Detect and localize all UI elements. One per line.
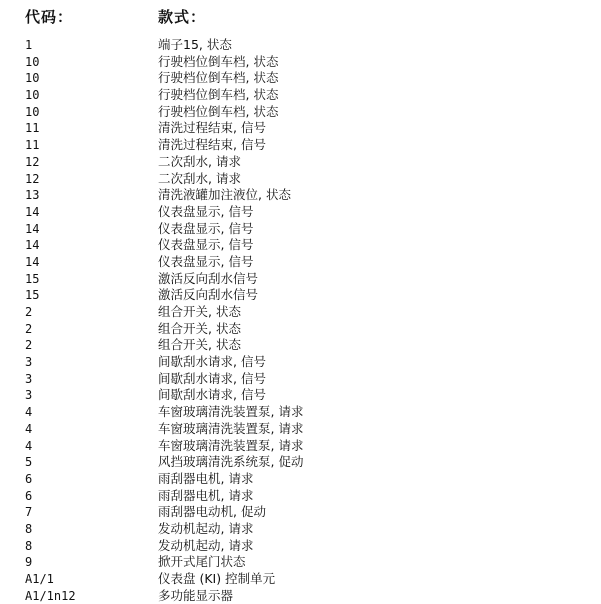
item-code: 4 [25, 438, 33, 453]
code-column-header: 代码： [25, 8, 74, 26]
item-code: 14 [25, 254, 40, 269]
item-code: 3 [25, 355, 33, 370]
item-code: 6 [25, 471, 33, 486]
item-code: 3 [25, 388, 33, 403]
item-code: 12 [25, 154, 40, 169]
list-item [25, 554, 595, 571]
item-description: 仪表盘显示, 信号 [158, 203, 254, 219]
item-code: 1 [25, 38, 33, 52]
item-description: 端子15, 状态 [158, 37, 232, 52]
item-description: 车窗玻璃清洗装置泵, 请求 [158, 420, 304, 436]
item-description: 激活反向刮水信号 [158, 287, 259, 303]
code-list [25, 37, 595, 604]
item-description: 组合开关, 状态 [158, 320, 241, 336]
item-description: 雨刮器电动机, 促动 [158, 504, 266, 520]
list-item [25, 588, 595, 604]
list-item [25, 254, 595, 271]
list-item [25, 304, 595, 321]
item-description: 雨刮器电机, 请求 [158, 470, 254, 486]
list-item [25, 204, 595, 221]
list-item [25, 287, 595, 304]
item-code: 14 [25, 221, 40, 236]
list-item [25, 120, 595, 137]
item-description: 激活反向刮水信号 [158, 270, 259, 286]
item-description: 发动机起动, 请求 [158, 520, 254, 536]
list-item [25, 471, 595, 488]
list-item [25, 54, 595, 71]
item-code: 8 [25, 521, 33, 536]
item-description: 发动机起动, 请求 [158, 537, 254, 553]
item-description: 行驶档位倒车档, 状态 [158, 87, 279, 103]
item-code: 10 [25, 71, 40, 86]
list-item [25, 404, 595, 421]
item-description: 行驶档位倒车档, 状态 [158, 103, 279, 119]
item-description: 行驶档位倒车档, 状态 [158, 53, 279, 69]
item-description: 二次刮水, 请求 [158, 170, 241, 186]
list-item [25, 37, 595, 54]
item-code: 15 [25, 288, 40, 303]
item-description: 掀开式尾门状态 [158, 554, 246, 570]
list-item [25, 438, 595, 455]
item-code: 11 [25, 138, 40, 153]
item-description: 雨刮器电机, 请求 [158, 487, 254, 503]
list-item [25, 104, 595, 121]
item-code: 14 [25, 204, 40, 219]
item-code: 7 [25, 505, 33, 520]
list-item [25, 237, 595, 254]
item-code: 3 [25, 371, 33, 386]
list-item [25, 538, 595, 555]
item-code: 2 [25, 305, 33, 319]
list-item [25, 187, 595, 204]
list-item [25, 87, 595, 104]
item-description: 仪表盘显示, 信号 [158, 253, 254, 269]
item-description: 仪表盘显示, 信号 [158, 220, 254, 236]
item-description: 风挡玻璃清洗系统泵, 促动 [158, 454, 304, 470]
description-column-header: 款式： [158, 8, 207, 26]
item-description: 组合开关, 状态 [158, 337, 241, 353]
item-description: 组合开关, 状态 [158, 304, 241, 319]
item-code: 12 [25, 171, 40, 186]
list-item [25, 137, 595, 154]
list-item [25, 387, 595, 404]
list-item [25, 171, 595, 188]
column-header [25, 6, 585, 28]
item-description: 仪表盘 (KI) 控制单元 [158, 571, 276, 586]
item-description: 间歇刮水请求, 信号 [158, 387, 266, 403]
item-code: 10 [25, 54, 40, 69]
item-code: 5 [25, 455, 33, 470]
list-item [25, 504, 595, 521]
item-description: 车窗玻璃清洗装置泵, 请求 [158, 437, 304, 453]
list-item [25, 321, 595, 338]
item-description: 清洗液罐加注液位, 状态 [158, 187, 291, 203]
item-code: 2 [25, 321, 33, 336]
item-description: 间歇刮水请求, 信号 [158, 370, 266, 386]
list-item [25, 571, 595, 588]
item-code: 10 [25, 104, 40, 119]
list-item [25, 454, 595, 471]
list-item [25, 371, 595, 388]
item-description: 车窗玻璃清洗装置泵, 请求 [158, 404, 304, 420]
item-code: 14 [25, 238, 40, 253]
item-code: A1/1 [25, 572, 54, 586]
item-description: 间歇刮水请求, 信号 [158, 354, 266, 370]
item-description: 二次刮水, 请求 [158, 153, 241, 169]
item-code: 10 [25, 88, 40, 103]
list-item [25, 521, 595, 538]
item-description: 仪表盘显示, 信号 [158, 237, 254, 253]
list-item [25, 70, 595, 87]
item-description: 清洗过程结束, 信号 [158, 120, 266, 136]
item-code: 13 [25, 188, 40, 203]
item-code: 9 [25, 555, 33, 570]
list-item [25, 354, 595, 371]
item-code: 2 [25, 338, 33, 353]
item-code: 11 [25, 121, 40, 136]
list-item [25, 337, 595, 354]
item-description: 清洗过程结束, 信号 [158, 137, 266, 153]
list-item [25, 271, 595, 288]
item-code: 4 [25, 405, 33, 420]
item-code: 6 [25, 488, 33, 503]
list-item [25, 488, 595, 505]
item-code: A1/1n12 [25, 588, 76, 603]
list-item [25, 421, 595, 438]
item-code: 15 [25, 271, 40, 286]
item-description: 多功能显示器 [158, 587, 234, 603]
item-description: 行驶档位倒车档, 状态 [158, 70, 279, 86]
item-code: 4 [25, 421, 33, 436]
list-item [25, 221, 595, 238]
item-code: 8 [25, 538, 33, 553]
list-item [25, 154, 595, 171]
